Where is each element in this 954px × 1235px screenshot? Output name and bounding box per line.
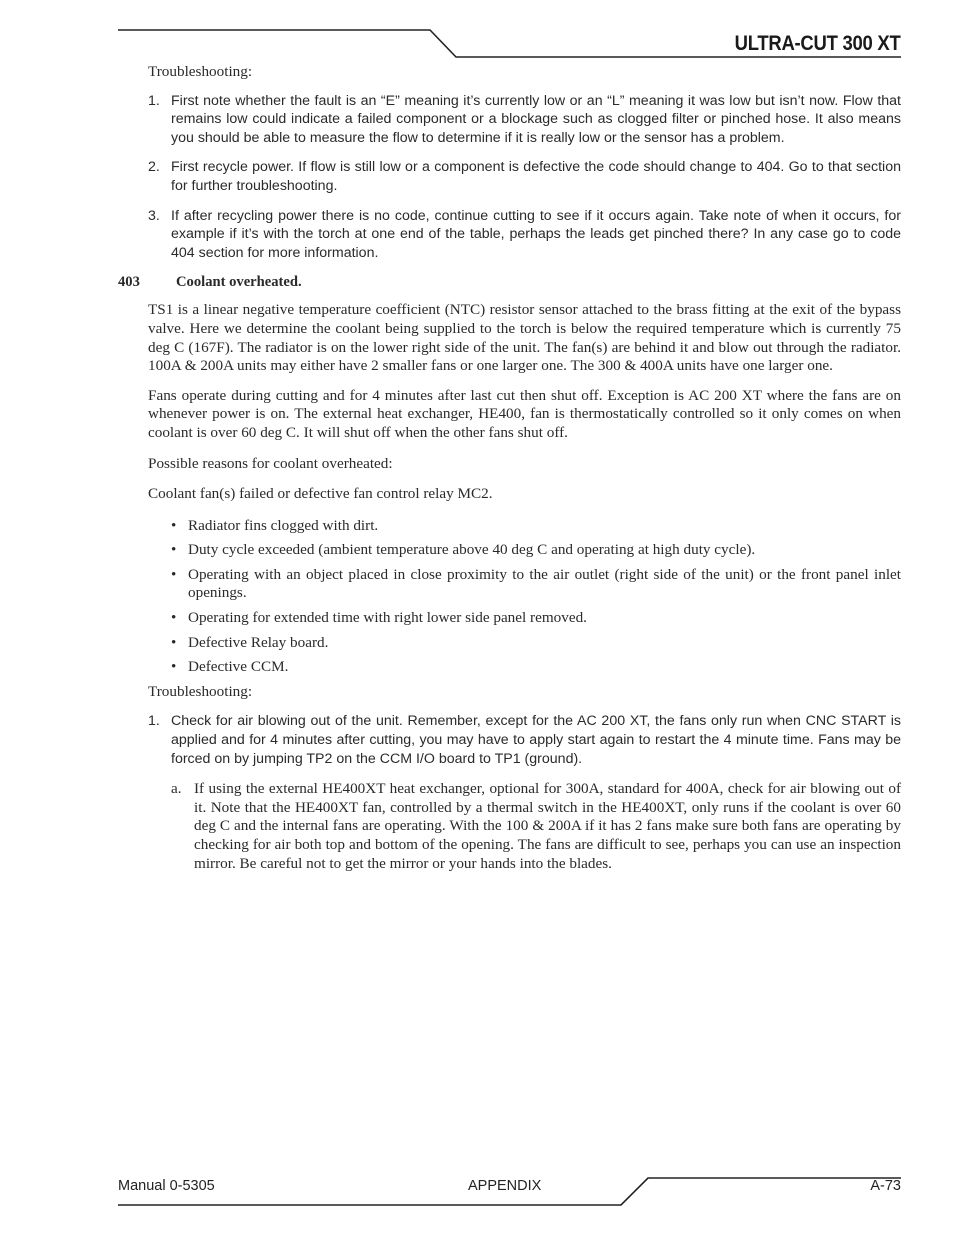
list-item: 2. First recycle power. If flow is still low or a component is defective the code should change to 404. Go to that section for further troubleshooting.: [148, 159, 901, 194]
list-item: • Operating for extended time with right lower side panel removed.: [171, 609, 587, 627]
list-item: 1. Check for air blowing out of the unit. Remember, except for the AC 200 XT, the fans only run when CNC START is applied and for 4 minutes after cutting, you may have to apply start again to restart the 4 minute time. Fans may be forced on by jumping TP2 on the CCM I/O board to TP1 (ground).: [148, 713, 901, 767]
paragraph: TS1 is a linear negative temperature coefficient (NTC) resistor sensor attached to the brass fitting at the exit of the bypass valve. Here we determine the coolant being supplied to the torch is below the required temperature which is currently 75 deg C (167F). The radiator is on the lower right side of the unit. The fan(s) are behind it and blow out through the radiator. 100A & 200A units may either have 2 smaller fans or one larger one. The 300 & 400A units have one larger one.: [148, 301, 901, 375]
list-item: • Duty cycle exceeded (ambient temperature above 40 deg C and operating at high duty cycle).: [171, 541, 756, 559]
paragraph: Fans operate during cutting and for 4 minutes after last cut then shut off. Exception is AC 200 XT where the fans are on whenever power is on. The external heat exchanger, HE400, fan is thermostatically controlled so it only comes on when coolant is over 60 deg C. It will shut off when the other fans shut off.: [148, 386, 901, 441]
list-item: 3. If after recycling power there is no code, continue cutting to see if it occurs again. Take note of when it occurs, for example if it’s with the torch at one end of the table, perhaps the leads get pinched there? In any case go to code 404 section for more information.: [148, 207, 901, 261]
list-item: 1. First note whether the fault is an “E” meaning it’s currently low or an “L” meaning it was low but isn’t now. Flow that remains low could indicate a failed component or a blockage such as clogged filter or pinched hose. It also means you should be able to measure the flow to determine if it is really low or the sensor has a problem.: [148, 92, 901, 146]
list-item: • Defective CCM.: [171, 658, 289, 676]
code-number: 403: [118, 274, 140, 291]
page-content: [118, 63, 901, 873]
manual-number: Manual 0-5305: [118, 1178, 215, 1194]
sub-list-item: a. If using the external HE400XT heat exchanger, optional for 300A, standard for 400A, check for air blowing out of it. Note that the HE400XT fan, controlled by a thermal switch in the HE400XT, only runs if the coolant is over 60 deg C and the internal fans are operating. With the 100 & 200A if it has 2 fans make sure both fans are operating by checking for air both top and bottom of the opening. The fans are difficult to see, perhaps you can use an inspection mirror. Be careful not to get the mirror or your hands into the blades.: [171, 780, 901, 872]
list-item: • Operating with an object placed in close proximity to the air outlet (right side of the unit) or the front panel inlet openings.: [171, 565, 901, 602]
troubleshooting-label: Troubleshooting:: [148, 63, 253, 80]
reason-list: [118, 517, 901, 677]
list-item: • Radiator fins clogged with dirt.: [171, 516, 379, 534]
code-title: Coolant overheated.: [176, 274, 302, 291]
section-name: APPENDIX: [468, 1178, 542, 1194]
troubleshooting-label: Troubleshooting:: [148, 682, 253, 700]
code-heading: [118, 273, 901, 291]
paragraph: Possible reasons for coolant overheated:: [148, 454, 393, 472]
paragraph: Coolant fan(s) failed or defective fan control relay MC2.: [148, 485, 493, 503]
document-title: ULTRA-CUT 300 XT: [734, 32, 900, 55]
list-item: • Defective Relay board.: [171, 633, 329, 651]
page-number: A-73: [870, 1178, 901, 1194]
